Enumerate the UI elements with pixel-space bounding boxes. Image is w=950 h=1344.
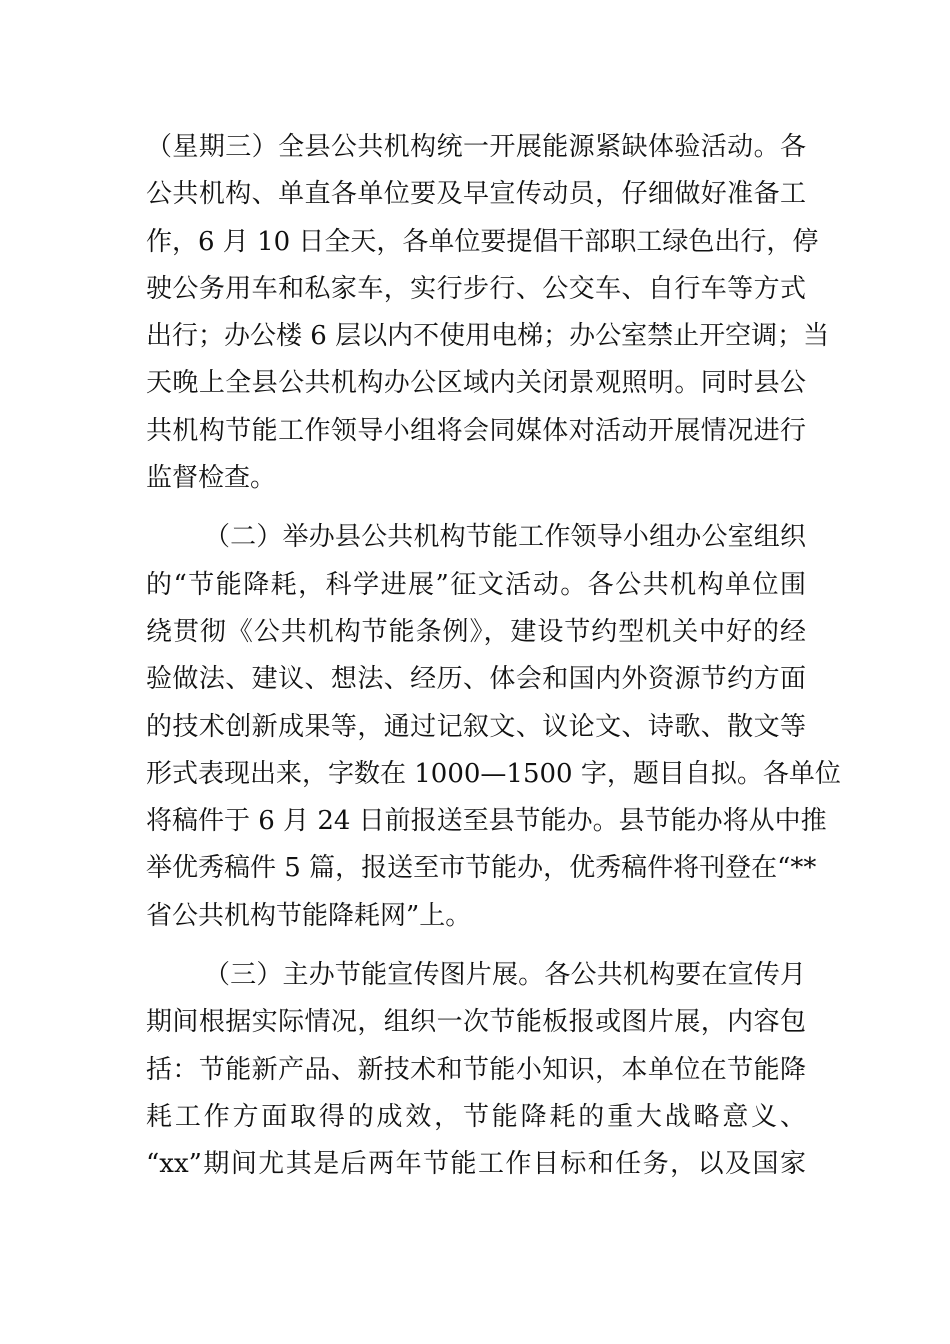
paragraph-line: 作，6 月 10 日全天，各单位要提倡干部职工绿色出行，停 [146,226,819,257]
paragraph-line: 耗工作方面取得的成效，节能降耗的重大战略意义、 [146,1101,806,1132]
paragraph-line: 将稿件于 6 月 24 日前报送至县节能办。县节能办将从中推 [146,806,827,837]
paragraph-line: 形式表现出来，字数在 1000—1500 字，题目自拟。各单位 [146,758,841,789]
paragraph-line: （星期三）全县公共机构统一开展能源紧缺体验活动。各 [146,132,806,162]
paragraph-line: 举优秀稿件 5 篇，报送至市节能办，优秀稿件将刊登在“** [146,853,817,884]
paragraph-line: 验做法、建议、想法、经历、体会和国内外资源节约方面 [146,664,806,695]
paragraph-line: 出行；办公楼 6 层以内不使用电梯；办公室禁止开空调；当 [146,321,830,352]
paragraph-line: 天晚上全县公共机构办公区域内关闭景观照明。同时县公 [146,368,806,399]
paragraph-line: 省公共机构节能降耗网”上。 [146,900,472,931]
paragraph-line: 绕贯彻《公共机构节能条例》，建设节约型机关中好的经 [146,616,806,647]
paragraph-line: 驶公务用车和私家车，实行步行、公交车、自行车等方式 [146,273,806,304]
paragraph-line: （二）举办县公共机构节能工作领导小组办公室组织 [204,522,806,553]
paragraph-line: “xx”期间尤其是后两年节能工作目标和任务，以及国家 [146,1149,806,1180]
paragraph-line: 监督检查。 [146,463,277,494]
paragraph-line: 共机构节能工作领导小组将会同媒体对活动开展情况进行 [146,415,806,446]
paragraph-line: 期间根据实际情况，组织一次节能板报或图片展，内容包 [146,1007,806,1038]
paragraph-line: 的技术创新成果等，通过记叙文、议论文、诗歌、散文等 [146,711,806,742]
document-body [146,124,841,1189]
paragraph-line: （三）主办节能宣传图片展。各公共机构要在宣传月 [204,960,806,991]
paragraph-spacer [146,502,806,514]
paragraph-line: 公共机构、单直各单位要及早宣传动员，仔细做好准备工 [146,179,806,210]
paragraph-spacer [146,940,806,952]
paragraph-1 [146,124,830,502]
paragraph-3 [146,952,806,1188]
paragraph-2 [146,514,841,940]
paragraph-line: 的“节能降耗，科学进展”征文活动。各公共机构单位围 [146,569,806,600]
paragraph-line: 括：节能新产品、新技术和节能小知识，本单位在节能降 [146,1054,806,1085]
